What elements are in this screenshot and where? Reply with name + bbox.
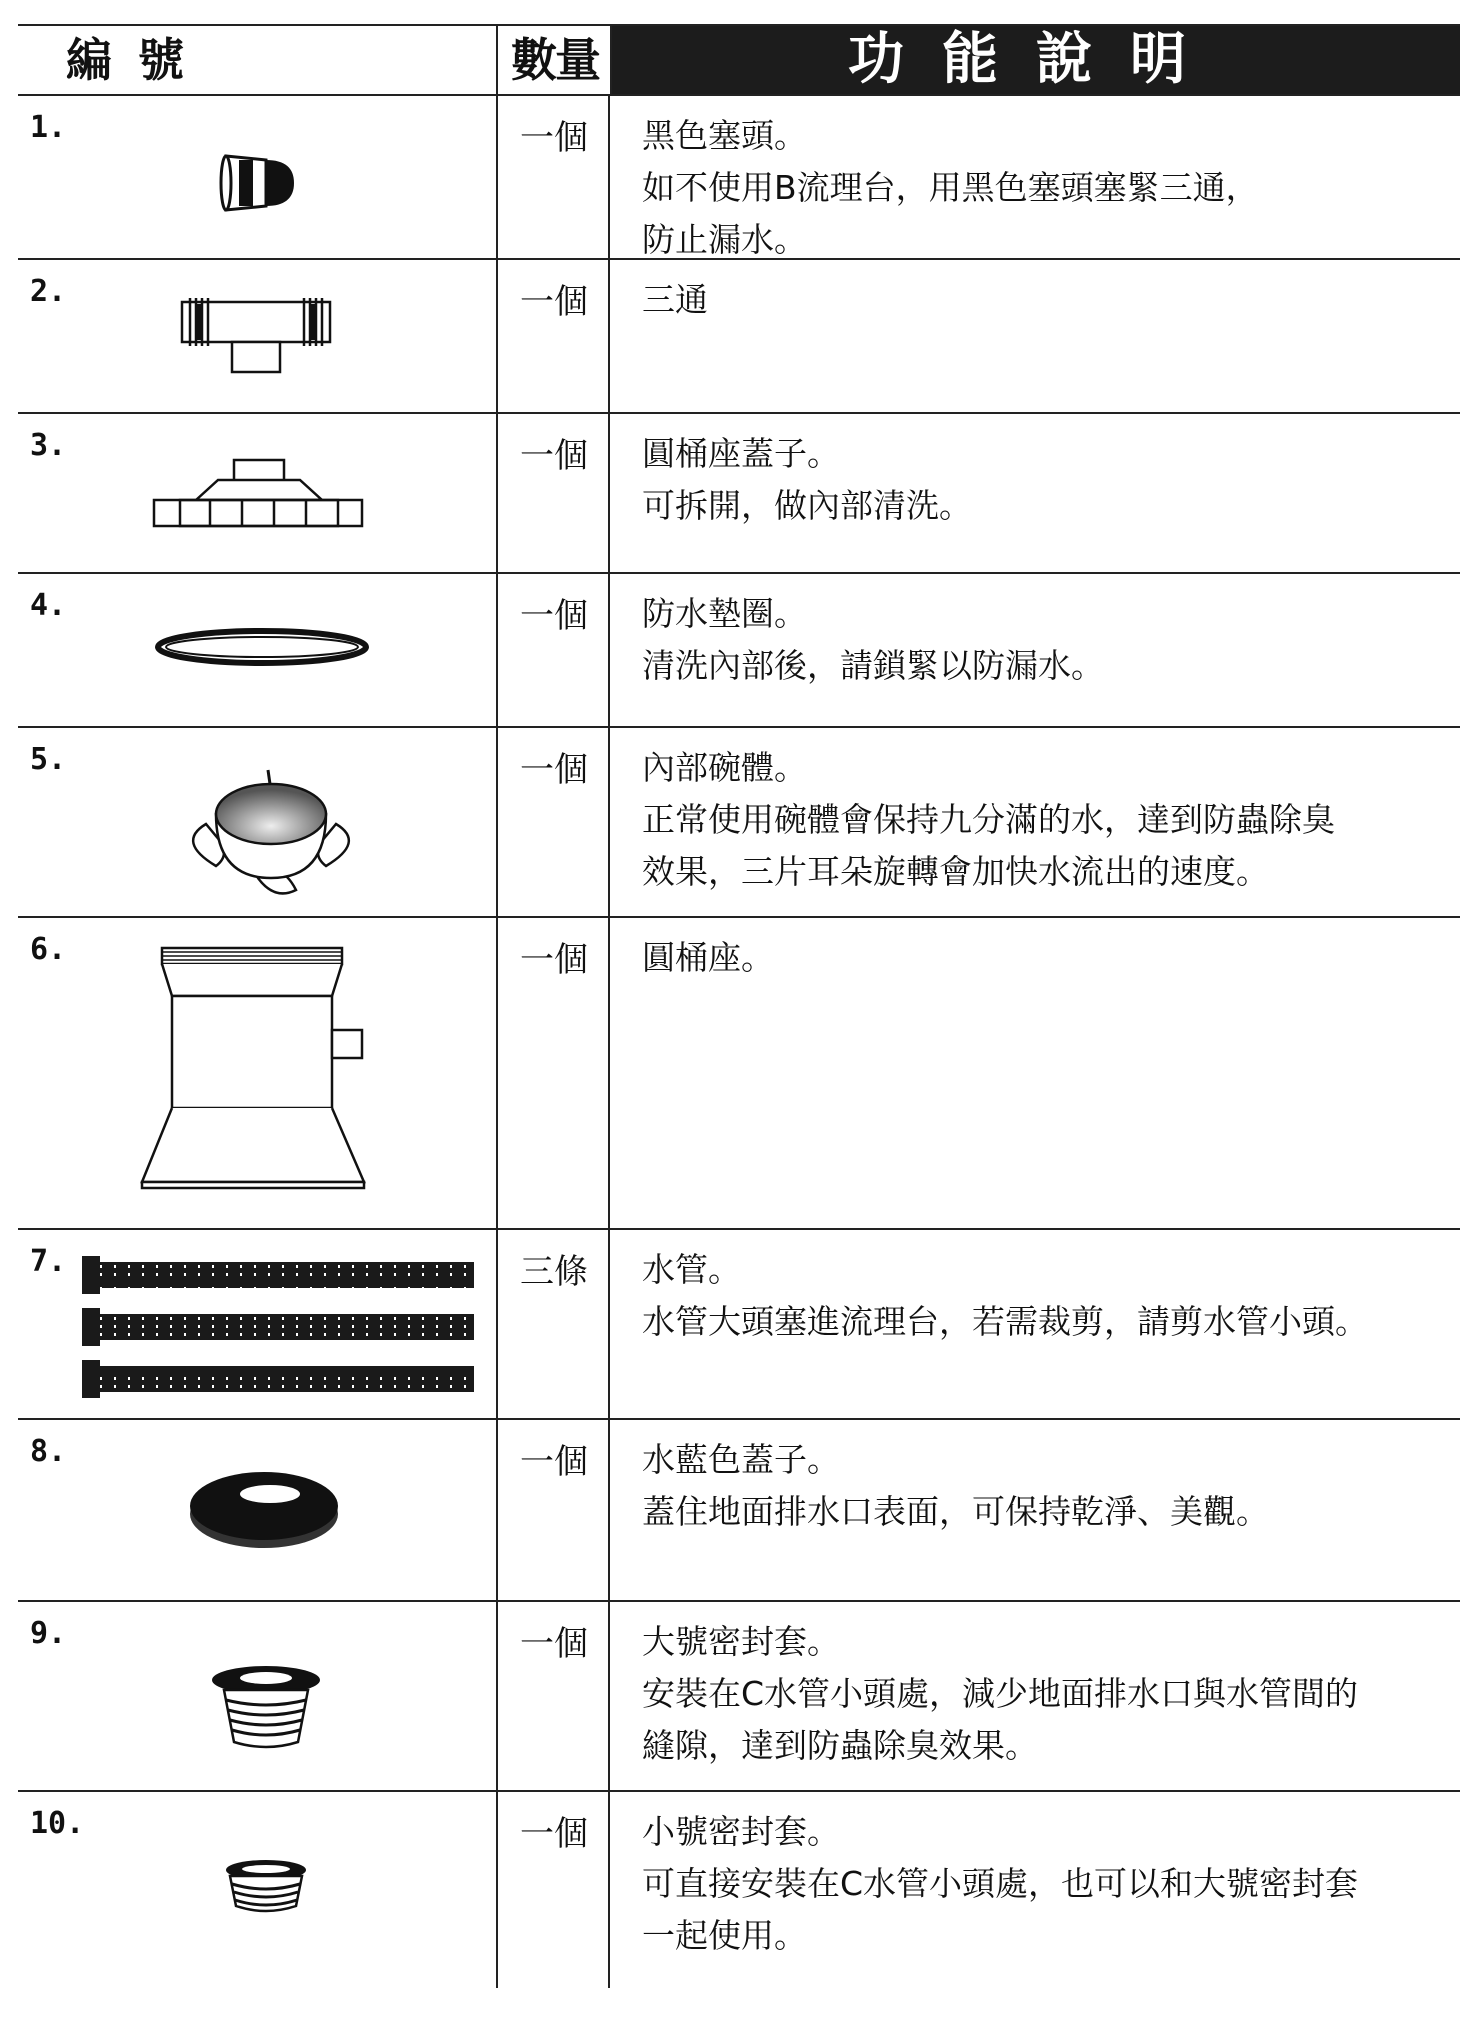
table-row [18, 918, 1460, 1230]
desc-line: 安裝在C水管小頭處，減少地面排水口與水管間的 [642, 1674, 1359, 1713]
desc-line: 如不使用B流理台，用黑色塞頭塞緊三通， [642, 168, 1259, 207]
quantity: 一個 [500, 414, 610, 572]
quantity: 一個 [500, 1420, 610, 1600]
desc-line: 水藍色蓋子。 [642, 1440, 840, 1479]
table-header [18, 24, 1460, 96]
item-number: 10. [30, 1806, 85, 1841]
desc-line: 水管大頭塞進流理台，若需裁剪，請剪水管小頭。 [642, 1302, 1368, 1341]
item-number: 2. [30, 274, 67, 309]
canister-base-icon [136, 946, 380, 1214]
table-row [18, 1792, 1460, 1988]
quantity: 一個 [500, 96, 610, 258]
desc-line: 黑色塞頭。 [642, 116, 807, 155]
desc-line: 防水墊圈。 [642, 594, 807, 633]
blue-cover-icon [186, 1462, 342, 1552]
desc-line: 大號密封套。 [642, 1622, 840, 1661]
header-description: 功能說明 [612, 26, 1460, 94]
item-number: 3. [30, 428, 67, 463]
table-row [18, 260, 1460, 414]
desc-line: 一起使用。 [642, 1916, 807, 1955]
quantity: 一個 [500, 918, 610, 1228]
desc-line: 清洗內部後，請鎖緊以防漏水。 [642, 646, 1104, 685]
desc-line: 三通 [642, 280, 708, 319]
parts-table [18, 24, 1460, 1988]
large-seal-sleeve-icon [208, 1662, 324, 1752]
desc-line: 可直接安裝在C水管小頭處，也可以和大號密封套 [642, 1864, 1359, 1903]
quantity: 一個 [500, 574, 610, 726]
desc-line: 小號密封套。 [642, 1812, 840, 1851]
table-row [18, 1230, 1460, 1420]
desc-line: 內部碗體。 [642, 748, 807, 787]
desc-line: 可拆開，做內部清洗。 [642, 486, 972, 525]
item-number: 4. [30, 588, 67, 623]
quantity: 一個 [500, 728, 610, 916]
quantity: 一個 [500, 1602, 610, 1790]
header-quantity: 數量 [500, 26, 612, 94]
canister-lid-icon [150, 454, 366, 528]
desc-line: 防止漏水。 [642, 220, 807, 259]
header-number: 編號 [18, 26, 498, 94]
inner-bowl-icon [176, 762, 366, 902]
table-row [18, 1420, 1460, 1602]
table-row [18, 1602, 1460, 1792]
black-plug-icon [216, 152, 300, 214]
item-number: 8. [30, 1434, 67, 1469]
tee-fitting-icon [176, 290, 336, 374]
table-row [18, 414, 1460, 574]
desc-line: 圓桶座。 [642, 938, 774, 977]
desc-line: 正常使用碗體會保持九分滿的水，達到防蟲除臭 [642, 800, 1335, 839]
desc-line: 水管。 [642, 1250, 741, 1289]
desc-line: 圓桶座蓋子。 [642, 434, 840, 473]
table-row [18, 96, 1460, 260]
item-number: 7. [30, 1244, 67, 1279]
desc-line: 蓋住地面排水口表面，可保持乾淨、美觀。 [642, 1492, 1269, 1531]
item-number: 6. [30, 932, 67, 967]
desc-line: 縫隙，達到防蟲除臭效果。 [642, 1726, 1038, 1765]
table-row [18, 728, 1460, 918]
quantity: 三條 [500, 1230, 610, 1418]
small-seal-sleeve-icon [222, 1858, 310, 1916]
quantity: 一個 [500, 260, 610, 412]
desc-line: 效果，三片耳朵旋轉會加快水流出的速度。 [642, 852, 1269, 891]
table-row [18, 574, 1460, 728]
item-number: 9. [30, 1616, 67, 1651]
quantity: 一個 [500, 1792, 610, 1988]
hose-pipes-icon [80, 1254, 480, 1404]
item-number: 1. [30, 110, 67, 145]
gasket-ring-icon [152, 624, 372, 670]
item-number: 5. [30, 742, 67, 777]
